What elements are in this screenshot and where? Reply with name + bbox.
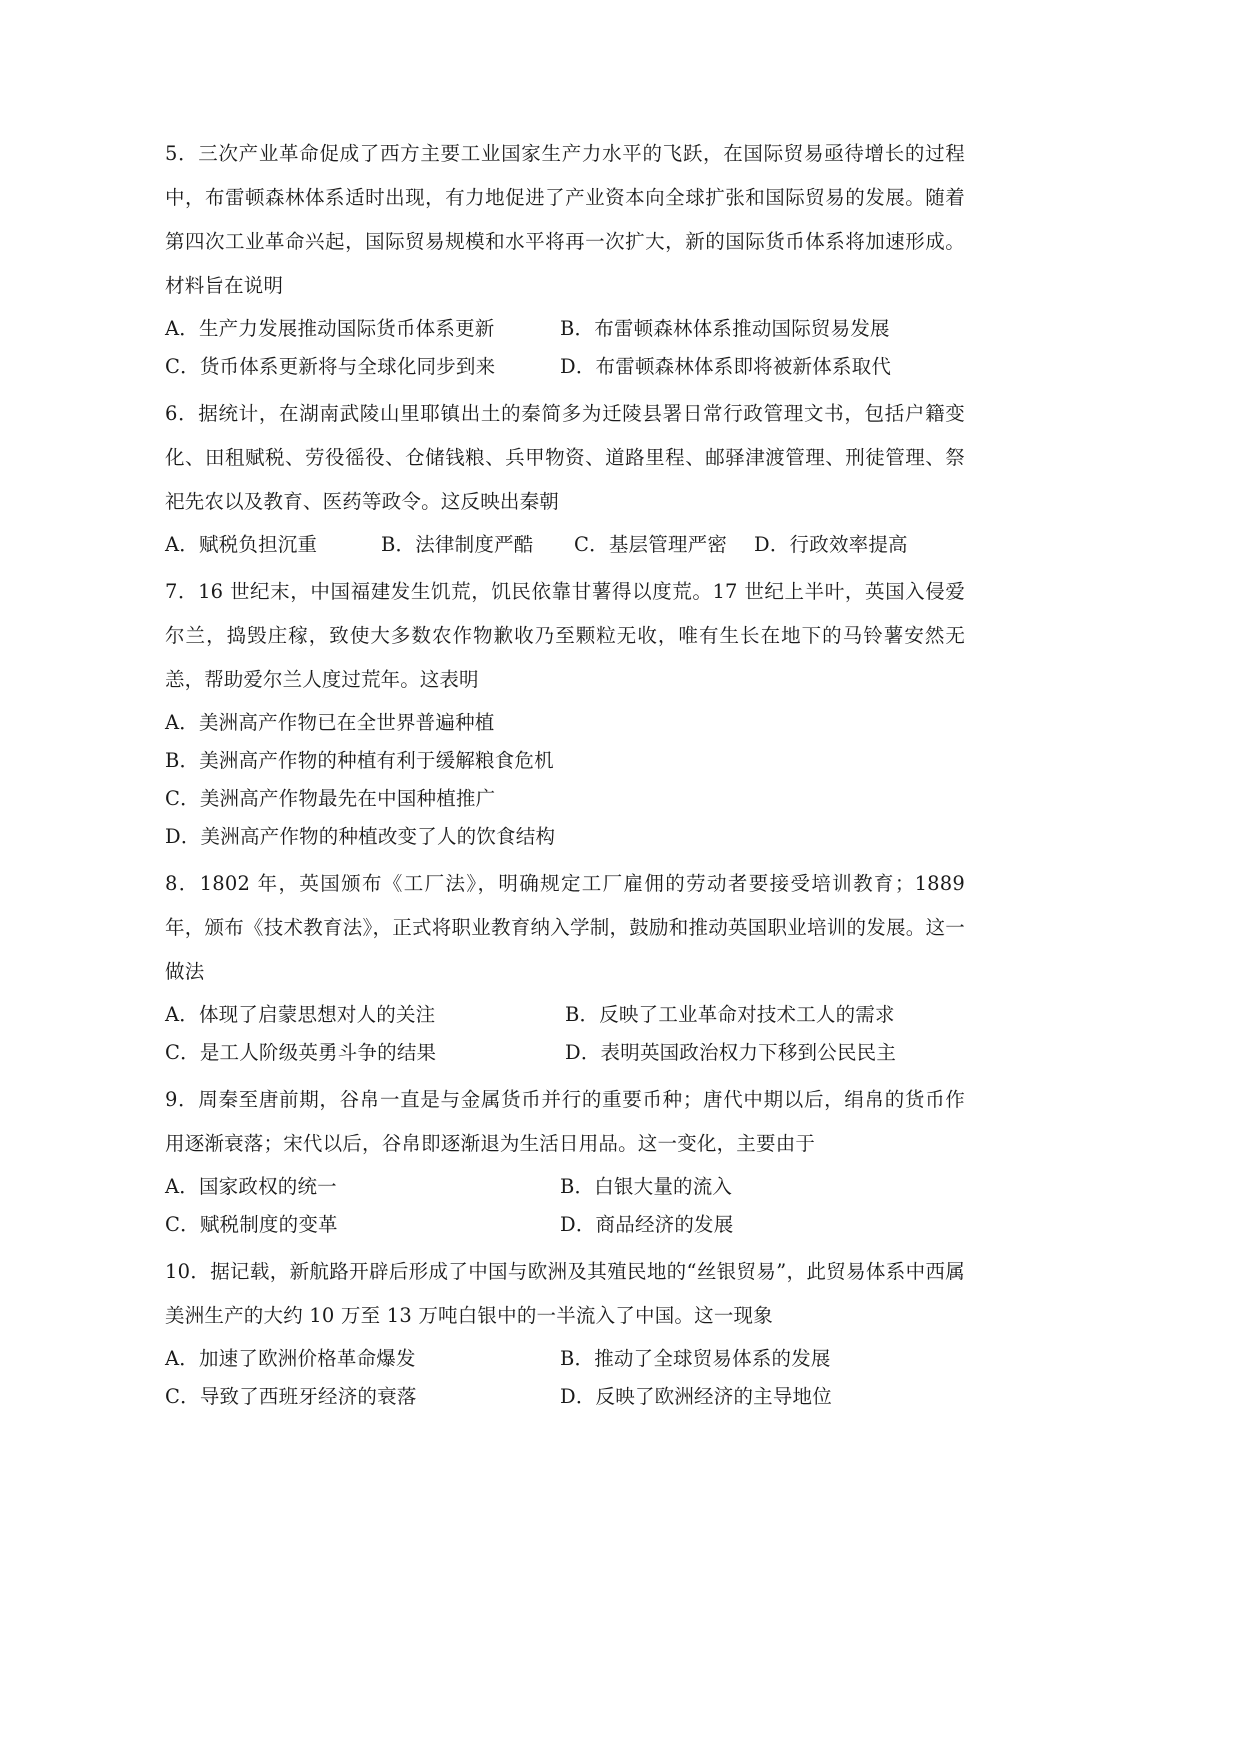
question-8-option-d[interactable]: [565, 1034, 896, 1072]
option-label: B．: [165, 749, 200, 772]
question-9-option-d[interactable]: [560, 1206, 733, 1244]
question-10-option-d[interactable]: [560, 1378, 832, 1416]
question-8-options-row-1: [165, 996, 965, 1034]
option-text: 生产力发展推动国际货币体系更新: [198, 317, 495, 340]
question-6-options: [165, 526, 965, 564]
question-6-option-c[interactable]: [574, 526, 754, 564]
question-7-options-row-3: [165, 780, 965, 818]
option-label: C．: [165, 1213, 200, 1236]
question-7-options-row-4: [165, 818, 965, 856]
question-9-options: [165, 1168, 965, 1244]
option-label: C．: [165, 355, 200, 378]
option-text: 导致了西班牙经济的衰落: [199, 1385, 417, 1408]
option-text: 法律制度严酷: [415, 533, 534, 556]
option-label: B．: [565, 1003, 600, 1026]
question-9-stem: 9．周秦至唐前期，谷帛一直是与金属货币并行的重要币种；唐代中期以后，绢帛的货币作用逐渐衰落；宋代以后，谷帛即逐渐退为生活日用品。这一变化，主要由于: [165, 1088, 965, 1155]
question-8: [165, 862, 965, 1072]
question-8-options: [165, 996, 965, 1072]
option-label: D．: [560, 355, 596, 378]
question-10-option-c[interactable]: [165, 1378, 560, 1416]
option-text: 反映了工业革命对技术工人的需求: [599, 1003, 895, 1026]
option-text: 体现了启蒙思想对人的关注: [198, 1003, 436, 1026]
option-label: A．: [165, 533, 199, 556]
option-label: B．: [560, 317, 595, 340]
question-7-option-b[interactable]: [165, 742, 965, 780]
option-text: 白银大量的流入: [594, 1175, 733, 1198]
option-text: 美洲高产作物已在全世界普遍种植: [198, 711, 495, 734]
option-label: B．: [381, 533, 416, 556]
question-6-option-b[interactable]: [381, 526, 574, 564]
option-text: 赋税负担沉重: [198, 533, 318, 556]
option-text: 商品经济的发展: [595, 1213, 734, 1236]
question-7-options-row-1: [165, 704, 965, 742]
question-9: [165, 1078, 965, 1244]
question-9-option-c[interactable]: [165, 1206, 560, 1244]
question-6-option-a[interactable]: [165, 526, 381, 564]
question-5-option-b[interactable]: [560, 310, 890, 348]
option-label: A．: [165, 711, 199, 734]
option-label: D．: [565, 1041, 601, 1064]
option-text: 表明英国政治权力下移到公民民主: [600, 1041, 897, 1064]
question-9-options-row-2: [165, 1206, 965, 1244]
question-6-option-d[interactable]: [754, 526, 908, 564]
question-9-option-a[interactable]: [165, 1168, 560, 1206]
question-5-options-row-1: [165, 310, 965, 348]
question-10-options-row-1: [165, 1340, 965, 1378]
question-5-option-d[interactable]: [560, 348, 891, 386]
question-7-option-a[interactable]: [165, 704, 965, 742]
question-9-options-row-1: [165, 1168, 965, 1206]
option-label: C．: [574, 533, 609, 556]
option-text: 反映了欧洲经济的主导地位: [595, 1385, 832, 1408]
option-text: 布雷顿森林体系推动国际贸易发展: [594, 317, 890, 340]
option-label: C．: [165, 787, 200, 810]
question-10-stem: 10．据记载，新航路开辟后形成了中国与欧洲及其殖民地的“丝银贸易”，此贸易体系中西属美洲生产的大约 10 万至 13 万吨白银中的一半流入了中国。这一现象: [165, 1260, 965, 1327]
question-7: [165, 570, 965, 856]
question-8-options-row-2: [165, 1034, 965, 1072]
option-label: C．: [165, 1041, 200, 1064]
option-text: 推动了全球贸易体系的发展: [594, 1347, 831, 1370]
question-5: [165, 132, 965, 386]
option-label: B．: [560, 1175, 595, 1198]
option-text: 赋税制度的变革: [199, 1213, 338, 1236]
question-8-stem: 8．1802 年，英国颁布《工厂法》，明确规定工厂雇佣的劳动者要接受培训教育；1889 年，颁布《技术教育法》，正式将职业教育纳入学制，鼓励和推动英国职业培训的发展。这一做法: [165, 872, 965, 983]
option-label: C．: [165, 1385, 200, 1408]
question-5-option-c[interactable]: [165, 348, 560, 386]
question-10: [165, 1250, 965, 1416]
option-label: D．: [560, 1213, 596, 1236]
option-text: 是工人阶级英勇斗争的结果: [199, 1041, 437, 1064]
question-8-option-a[interactable]: [165, 996, 565, 1034]
question-10-option-a[interactable]: [165, 1340, 560, 1378]
question-8-option-c[interactable]: [165, 1034, 565, 1072]
question-5-stem: 5．三次产业革命促成了西方主要工业国家生产力水平的飞跃，在国际贸易亟待增长的过程中，布雷顿森林体系适时出现，有力地促进了产业资本向全球扩张和国际贸易的发展。随着第四次工业革命兴起，国际贸易规模和水平将再一次扩大，新的国际货币体系将加速形成。材料旨在说明: [165, 142, 965, 297]
option-label: A．: [165, 1347, 199, 1370]
question-7-options: [165, 704, 965, 856]
option-text: 货币体系更新将与全球化同步到来: [199, 355, 496, 378]
question-6-options-row-1: [165, 526, 965, 564]
option-text: 国家政权的统一: [198, 1175, 337, 1198]
option-text: 布雷顿森林体系即将被新体系取代: [595, 355, 892, 378]
question-7-options-row-2: [165, 742, 965, 780]
option-label: A．: [165, 1003, 199, 1026]
question-6-stem: 6．据统计，在湖南武陵山里耶镇出土的秦简多为迁陵县署日常行政管理文书，包括户籍变化、田租赋税、劳役徭役、仓储钱粮、兵甲物资、道路里程、邮驿津渡管理、刑徒管理、祭祀先农以及教育、医药等政令。这反映出秦朝: [165, 402, 965, 513]
question-7-option-d[interactable]: [165, 818, 965, 856]
question-10-options: [165, 1340, 965, 1416]
option-text: 行政效率提高: [789, 533, 908, 556]
option-label: D．: [560, 1385, 596, 1408]
question-7-stem: 7．16 世纪末，中国福建发生饥荒，饥民依靠甘薯得以度荒。17 世纪上半叶，英国入侵爱尔兰，捣毁庄稼，致使大多数农作物歉收乃至颗粒无收，唯有生长在地下的马铃薯安然无恙，帮助爱尔兰人度过荒年。这表明: [165, 580, 965, 691]
option-label: A．: [165, 1175, 199, 1198]
option-text: 美洲高产作物最先在中国种植推广: [199, 787, 496, 810]
question-7-option-c[interactable]: [165, 780, 965, 818]
option-text: 加速了欧洲价格革命爆发: [198, 1347, 416, 1370]
question-6: [165, 392, 965, 564]
question-10-option-b[interactable]: [560, 1340, 831, 1378]
option-label: B．: [560, 1347, 595, 1370]
question-10-options-row-2: [165, 1378, 965, 1416]
page-content: [165, 132, 965, 1422]
question-8-option-b[interactable]: [565, 996, 895, 1034]
option-label: D．: [754, 533, 790, 556]
question-9-option-b[interactable]: [560, 1168, 732, 1206]
option-label: D．: [165, 825, 201, 848]
question-5-option-a[interactable]: [165, 310, 560, 348]
question-5-options-row-2: [165, 348, 965, 386]
option-text: 美洲高产作物的种植改变了人的饮食结构: [200, 825, 556, 848]
option-text: 美洲高产作物的种植有利于缓解粮食危机: [199, 749, 554, 772]
option-label: A．: [165, 317, 199, 340]
question-5-options: [165, 310, 965, 386]
option-text: 基层管理严密: [608, 533, 728, 556]
